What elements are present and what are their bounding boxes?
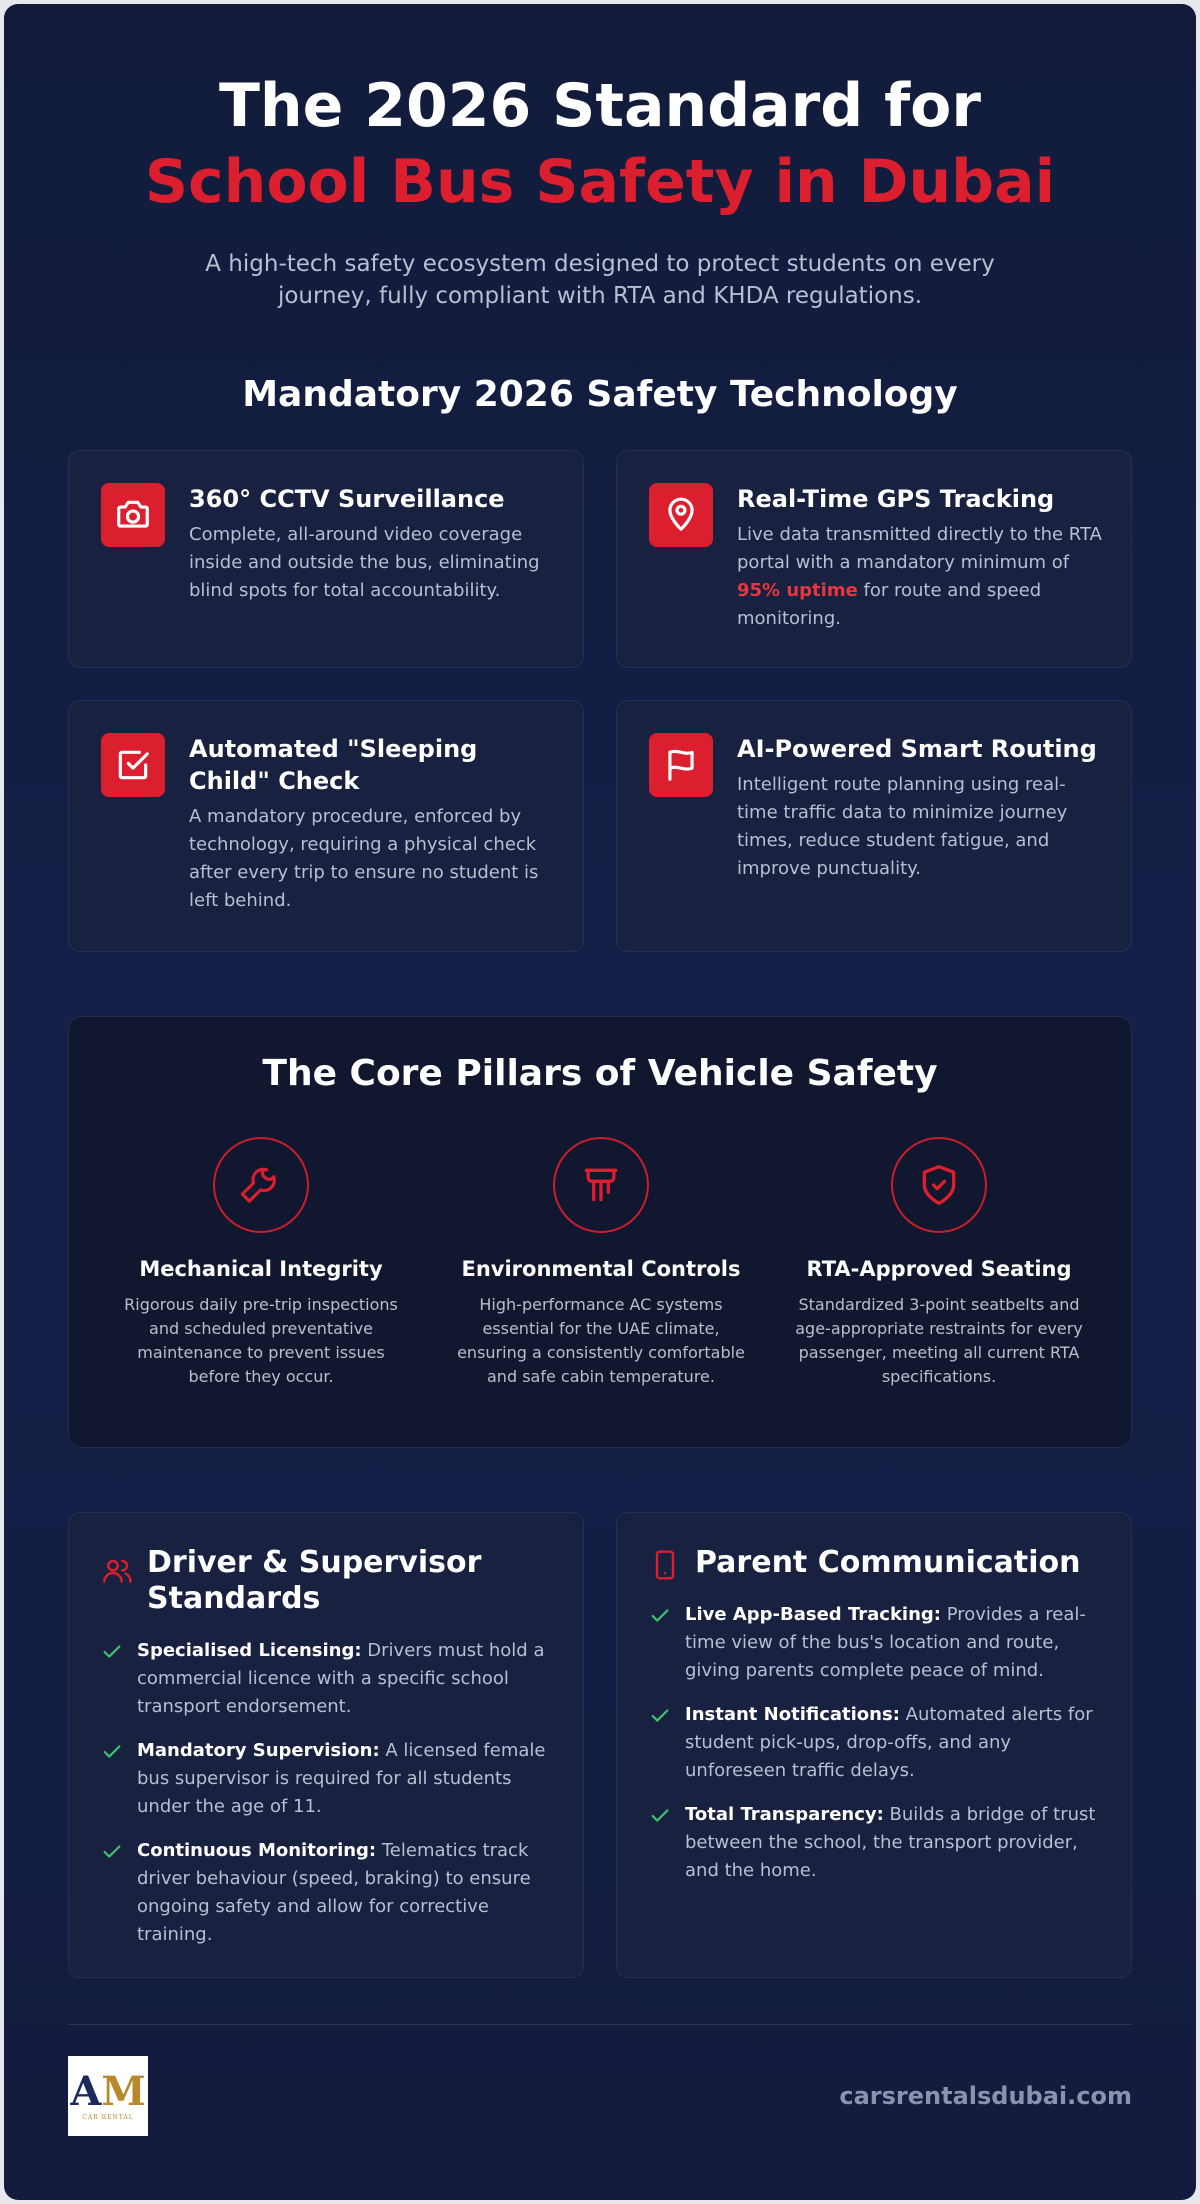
list-item-label: Live App-Based Tracking:	[685, 1604, 941, 1625]
uptime-highlight: 95% uptime	[737, 580, 858, 601]
tech-card-desc: Complete, all-around video coverage inside and outside the bus, eliminating blind spots for total accountability.	[189, 524, 540, 601]
pillars-title: The Core Pillars of Vehicle Safety	[262, 1053, 938, 1094]
check-icon	[649, 1601, 685, 1685]
pillar-environment	[451, 1137, 751, 1389]
check-icon	[101, 1637, 137, 1721]
smartphone-icon	[649, 1545, 695, 1587]
driver-standards-list	[101, 1637, 555, 1965]
parent-communication-list	[649, 1601, 1103, 1901]
tech-card-gps	[616, 450, 1132, 668]
pillar-title: Mechanical Integrity	[139, 1257, 383, 1281]
tech-card-title: 360° CCTV Surveillance	[189, 485, 505, 513]
list-item-text	[685, 1701, 1103, 1785]
check-icon	[649, 1701, 685, 1785]
tech-card-desc: Intelligent route planning using real-time traffic data to minimize journey times, reduce student fatigue, and improve punctuality.	[737, 774, 1068, 879]
tech-card-cctv	[68, 450, 584, 668]
list-item-body: Telematics track driver behaviour (speed, braking) to ensure ongoing safety and allow for corrective training.	[137, 1840, 531, 1945]
hero-subtitle: A high-tech safety ecosystem designed to protect students on every journey, fully compliant with RTA and KHDA regulations.	[205, 251, 995, 309]
list-item-body: Provides a real-time view of the bus's location and route, giving parents complete peace of mind.	[685, 1604, 1086, 1681]
pillar-seating	[789, 1137, 1089, 1389]
hero-title-line2: School Bus Safety in Dubai	[144, 147, 1056, 217]
hero-title-line1: The 2026 Standard for	[219, 71, 981, 141]
desc-text: Live data transmitted directly to the RTA portal with a mandatory minimum of	[737, 524, 1102, 573]
desc-text: for route and speed monitoring.	[737, 580, 1042, 629]
logo-subtext: CAR RENTAL	[82, 2113, 134, 2121]
check-icon	[649, 1801, 685, 1885]
list-item-label: Mandatory Supervision:	[137, 1740, 380, 1761]
tech-card-desc	[737, 521, 1103, 633]
tech-card-sleeping-child	[68, 700, 584, 952]
pillar-desc: Standardized 3-point seatbelts and age-appropriate restraints for every passenger, meeting all current RTA specifications.	[795, 1295, 1083, 1386]
list-item-text	[137, 1837, 555, 1949]
tech-section-title: Mandatory 2026 Safety Technology	[242, 374, 958, 415]
camera-icon	[101, 483, 165, 547]
tech-card-desc: A mandatory procedure, enforced by technology, requiring a physical check after every trip to ensure no student is left behind.	[189, 806, 539, 911]
list-item-body: Builds a bridge of trust between the school, the transport provider, and the home.	[685, 1804, 1096, 1881]
company-logo[interactable]	[68, 2056, 148, 2136]
website-link[interactable]: carsrentalsdubai.com	[839, 2082, 1132, 2110]
air-vent-icon	[553, 1137, 649, 1233]
flag-icon	[649, 733, 713, 797]
pillar-mechanical	[111, 1137, 411, 1389]
pillar-title: Environmental Controls	[461, 1257, 741, 1281]
list-item	[101, 1637, 555, 1721]
footer-divider	[68, 2024, 1132, 2025]
list-item-text	[685, 1601, 1103, 1685]
list-item	[649, 1701, 1103, 1785]
logo-monogram: AM	[70, 2067, 146, 2115]
list-item-label: Continuous Monitoring:	[137, 1840, 377, 1861]
infographic-page	[4, 4, 1196, 2200]
hero-title	[4, 68, 1196, 220]
list-item-body: Automated alerts for student pick-ups, drop-offs, and any unforeseen traffic delays.	[685, 1704, 1093, 1781]
tech-card-smart-routing	[616, 700, 1132, 952]
map-pin-icon	[649, 483, 713, 547]
tech-card-title: Real-Time GPS Tracking	[737, 485, 1055, 513]
pillar-title: RTA-Approved Seating	[806, 1257, 1072, 1281]
list-item	[649, 1801, 1103, 1885]
list-item-text	[685, 1801, 1103, 1885]
list-item-label: Specialised Licensing:	[137, 1640, 362, 1661]
list-item-body: A licensed female bus supervisor is required for all students under the age of 11.	[137, 1740, 546, 1817]
pillar-desc: High-performance AC systems essential for the UAE climate, ensuring a consistently comfortable and safe cabin temperature.	[457, 1295, 745, 1386]
list-item	[101, 1837, 555, 1949]
driver-standards-card	[68, 1512, 584, 1978]
list-item-label: Total Transparency:	[685, 1804, 884, 1825]
check-icon	[101, 1737, 137, 1821]
list-item-text	[137, 1737, 555, 1821]
hero	[4, 4, 1196, 312]
list-item-label: Instant Notifications:	[685, 1704, 900, 1725]
list-item-body: Drivers must hold a commercial licence with a specific school transport endorsement.	[137, 1640, 545, 1717]
checkbox-icon	[101, 733, 165, 797]
pillar-desc: Rigorous daily pre-trip inspections and scheduled preventative maintenance to prevent issues before they occur.	[124, 1295, 398, 1386]
parent-communication-title: Parent Communication	[695, 1545, 1081, 1580]
list-item-text	[137, 1637, 555, 1721]
shield-check-icon	[891, 1137, 987, 1233]
wrench-icon	[213, 1137, 309, 1233]
pillars-section	[68, 1016, 1132, 1448]
check-icon	[101, 1837, 137, 1949]
tech-card-title: Automated "Sleeping Child" Check	[189, 735, 478, 795]
tech-card-title: AI-Powered Smart Routing	[737, 735, 1097, 763]
parent-communication-card	[616, 1512, 1132, 1978]
list-item	[101, 1737, 555, 1821]
list-item	[649, 1601, 1103, 1685]
users-icon	[101, 1545, 147, 1591]
driver-standards-title: Driver & Supervisor Standards	[147, 1545, 482, 1616]
